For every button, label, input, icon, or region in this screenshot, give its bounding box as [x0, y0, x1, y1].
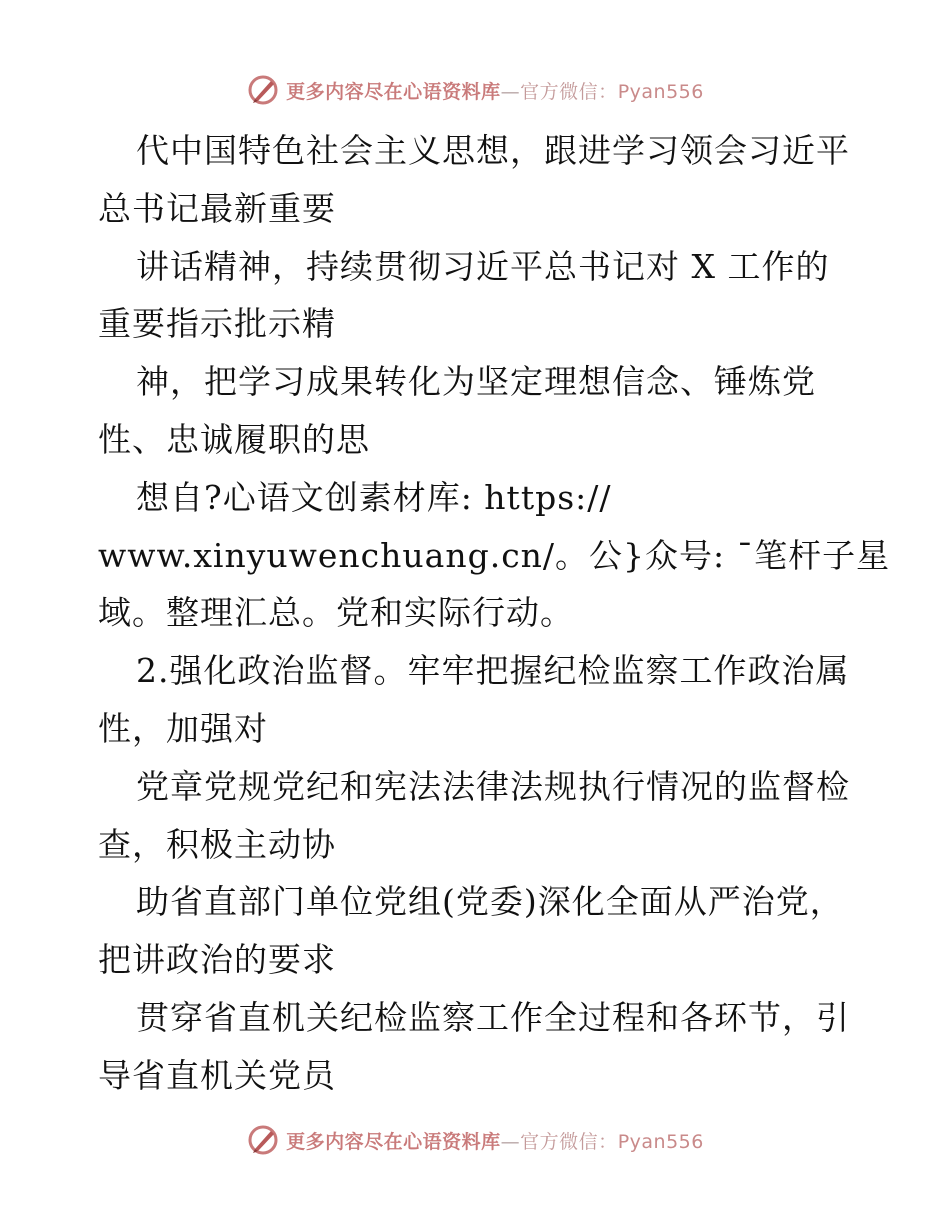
text-line: www.xinyuwenchuang.cn/。公}众号: ¯笔杆子星 — [98, 535, 891, 575]
text-line: 把讲政治的要求 — [98, 940, 336, 980]
text-line: 神，把学习成果转化为坚定理想信念、锤炼党 — [136, 362, 816, 402]
text-line: 党章党规党纪和宪法法律法规执行情况的监督检 — [136, 766, 850, 806]
text-line: 2.强化政治监督。牢牢把握纪检监察工作政治属 — [136, 651, 850, 691]
banner-wechat-handle: Pyan556 — [617, 1130, 704, 1153]
text-line: 想自?心语文创素材库: https:// — [136, 477, 612, 517]
text-line: 查，积极主动协 — [98, 824, 336, 864]
text-line: 助省直部门单位党组(党委)深化全面从严治党， — [136, 882, 844, 922]
text-line: 重要指示批示精 — [98, 304, 336, 344]
banner-separator: — — [500, 1130, 521, 1153]
text-line: 贯穿省直机关纪检监察工作全过程和各环节，引 — [136, 997, 850, 1037]
banner-text — [286, 77, 704, 104]
text-line: 总书记最新重要 — [98, 188, 336, 228]
banner-main-text: 更多内容尽在心语资料库 — [286, 1130, 501, 1153]
banner-main-text: 更多内容尽在心语资料库 — [286, 80, 501, 103]
document-body — [98, 122, 891, 1105]
banner-contact-label: 官方微信： — [520, 80, 618, 103]
header-banner — [0, 70, 950, 110]
text-line: 性、忠诚履职的思 — [98, 419, 370, 459]
banner-wechat-handle: Pyan556 — [617, 80, 704, 103]
banner-contact-label: 官方微信： — [520, 1130, 618, 1153]
pen-circle-logo-icon — [246, 73, 280, 107]
text-line: 性，加强对 — [98, 708, 268, 748]
text-line: 域。整理汇总。党和实际行动。 — [98, 593, 574, 633]
text-line: 导省直机关党员 — [98, 1055, 336, 1095]
banner-text — [286, 1127, 704, 1154]
text-line: 代中国特色社会主义思想，跟进学习领会习近平 — [136, 131, 850, 170]
banner-separator: — — [500, 80, 521, 103]
pen-circle-logo-icon — [246, 1123, 280, 1157]
footer-banner — [0, 1120, 950, 1160]
text-line: 讲话精神，持续贯彻习近平总书记对 X 工作的 — [136, 246, 830, 286]
